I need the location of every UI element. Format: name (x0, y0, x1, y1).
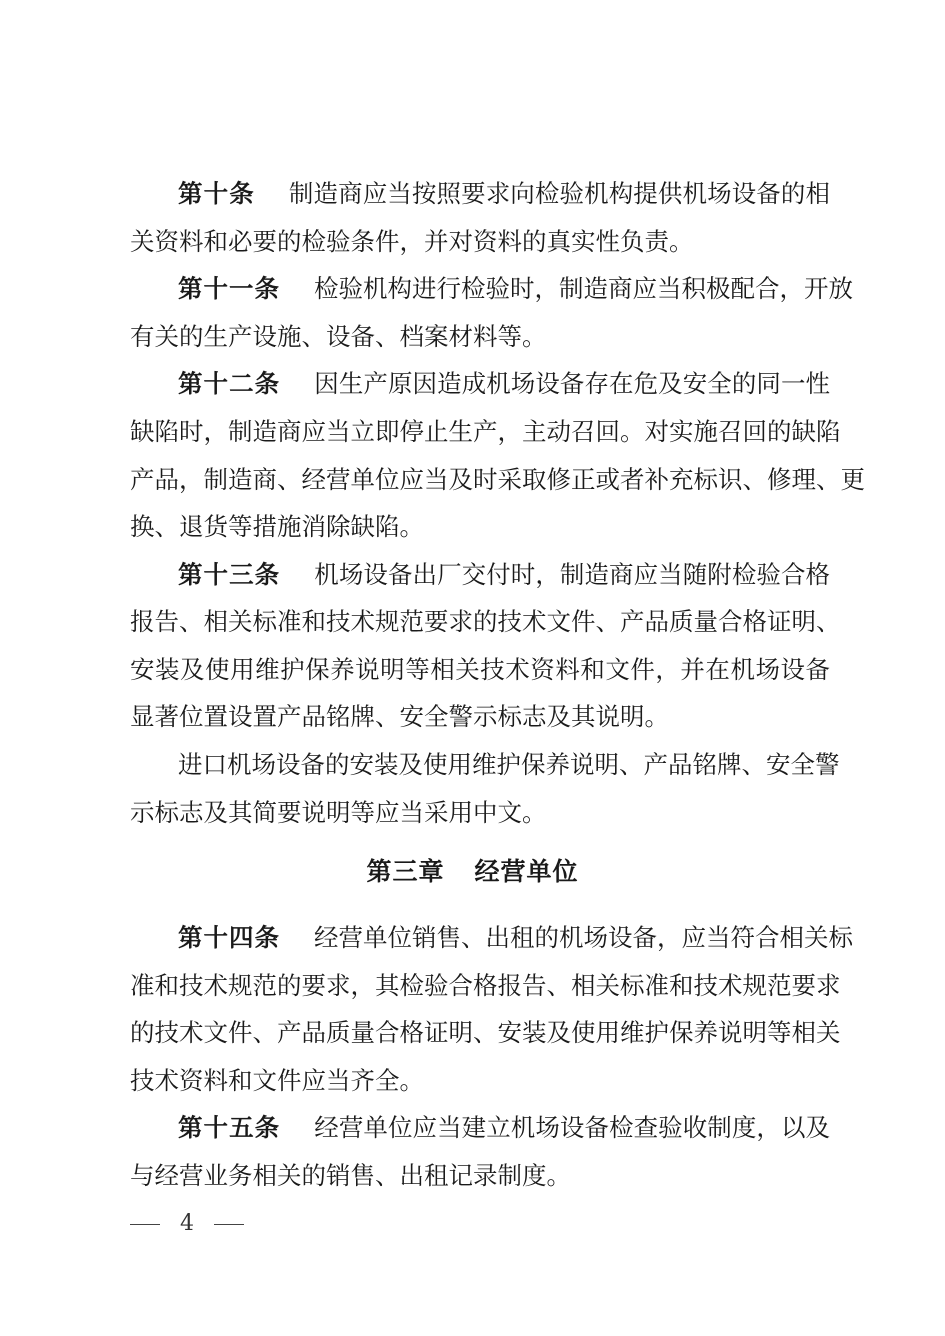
article-text: 显著位置设置产品铭牌、安全警示标志及其说明。 (130, 702, 669, 731)
chapter-number: 第三章 (366, 857, 445, 886)
article-heading: 第十四条 (178, 923, 280, 952)
article-text: 产品，制造商、经营单位应当及时采取修正或者补充标识、修理、更 (130, 465, 865, 494)
article-text: 技术资料和文件应当齐全。 (130, 1066, 424, 1095)
article-11-line-1 (178, 265, 853, 313)
article-heading: 第十三条 (178, 560, 281, 589)
article-text: 缺陷时，制造商应当立即停止生产，主动召回。对实施召回的缺陷 (130, 417, 841, 446)
article-14-line-1 (178, 914, 853, 962)
article-text: 准和技术规范的要求，其检验合格报告、相关标准和技术规范要求 (130, 971, 841, 1000)
article-10-line-1 (178, 170, 830, 218)
article-12-line-1 (178, 360, 830, 408)
article-text: 经营单位销售、出租的机场设备，应当符合相关标 (314, 923, 853, 952)
article-text: 进口机场设备的安装及使用维护保养说明、产品铭牌、安全警 (178, 750, 840, 779)
article-text: 示标志及其简要说明等应当采用中文。 (130, 798, 547, 827)
article-text: 换、退货等措施消除缺陷。 (130, 512, 424, 541)
article-text: 因生产原因造成机场设备存在危及安全的同一性 (314, 369, 831, 398)
article-text: 制造商应当按照要求向检验机构提供机场设备的相 (288, 179, 831, 208)
article-text: 安装及使用维护保养说明等相关技术资料和文件，并在机场设备 (130, 655, 830, 684)
article-15-line-1 (178, 1104, 830, 1152)
article-text: 检验机构进行检验时，制造商应当积极配合，开放 (314, 274, 853, 303)
article-text: 经营单位应当建立机场设备检查验收制度，以及 (314, 1113, 831, 1142)
article-text: 有关的生产设施、设备、档案材料等。 (130, 322, 547, 351)
page-footer (130, 1206, 244, 1242)
article-heading: 第十一条 (178, 274, 280, 303)
footer-dash-right (214, 1224, 244, 1225)
chapter-heading (0, 848, 945, 896)
article-13-line-1 (178, 551, 830, 599)
article-text: 的技术文件、产品质量合格证明、安装及使用维护保养说明等相关 (130, 1018, 841, 1047)
page-number: 4 (180, 1211, 194, 1236)
article-text: 机场设备出厂交付时，制造商应当随附检验合格 (314, 560, 831, 589)
footer-dash-left (130, 1224, 160, 1225)
article-text: 关资料和必要的检验条件，并对资料的真实性负责。 (130, 227, 694, 256)
article-heading: 第十二条 (178, 369, 281, 398)
article-text: 报告、相关标准和技术规范要求的技术文件、产品质量合格证明、 (130, 607, 841, 636)
article-heading: 第十五条 (178, 1113, 281, 1142)
article-text: 与经营业务相关的销售、出租记录制度。 (130, 1161, 571, 1190)
chapter-title: 经营单位 (474, 857, 579, 886)
article-heading: 第十条 (178, 179, 255, 208)
